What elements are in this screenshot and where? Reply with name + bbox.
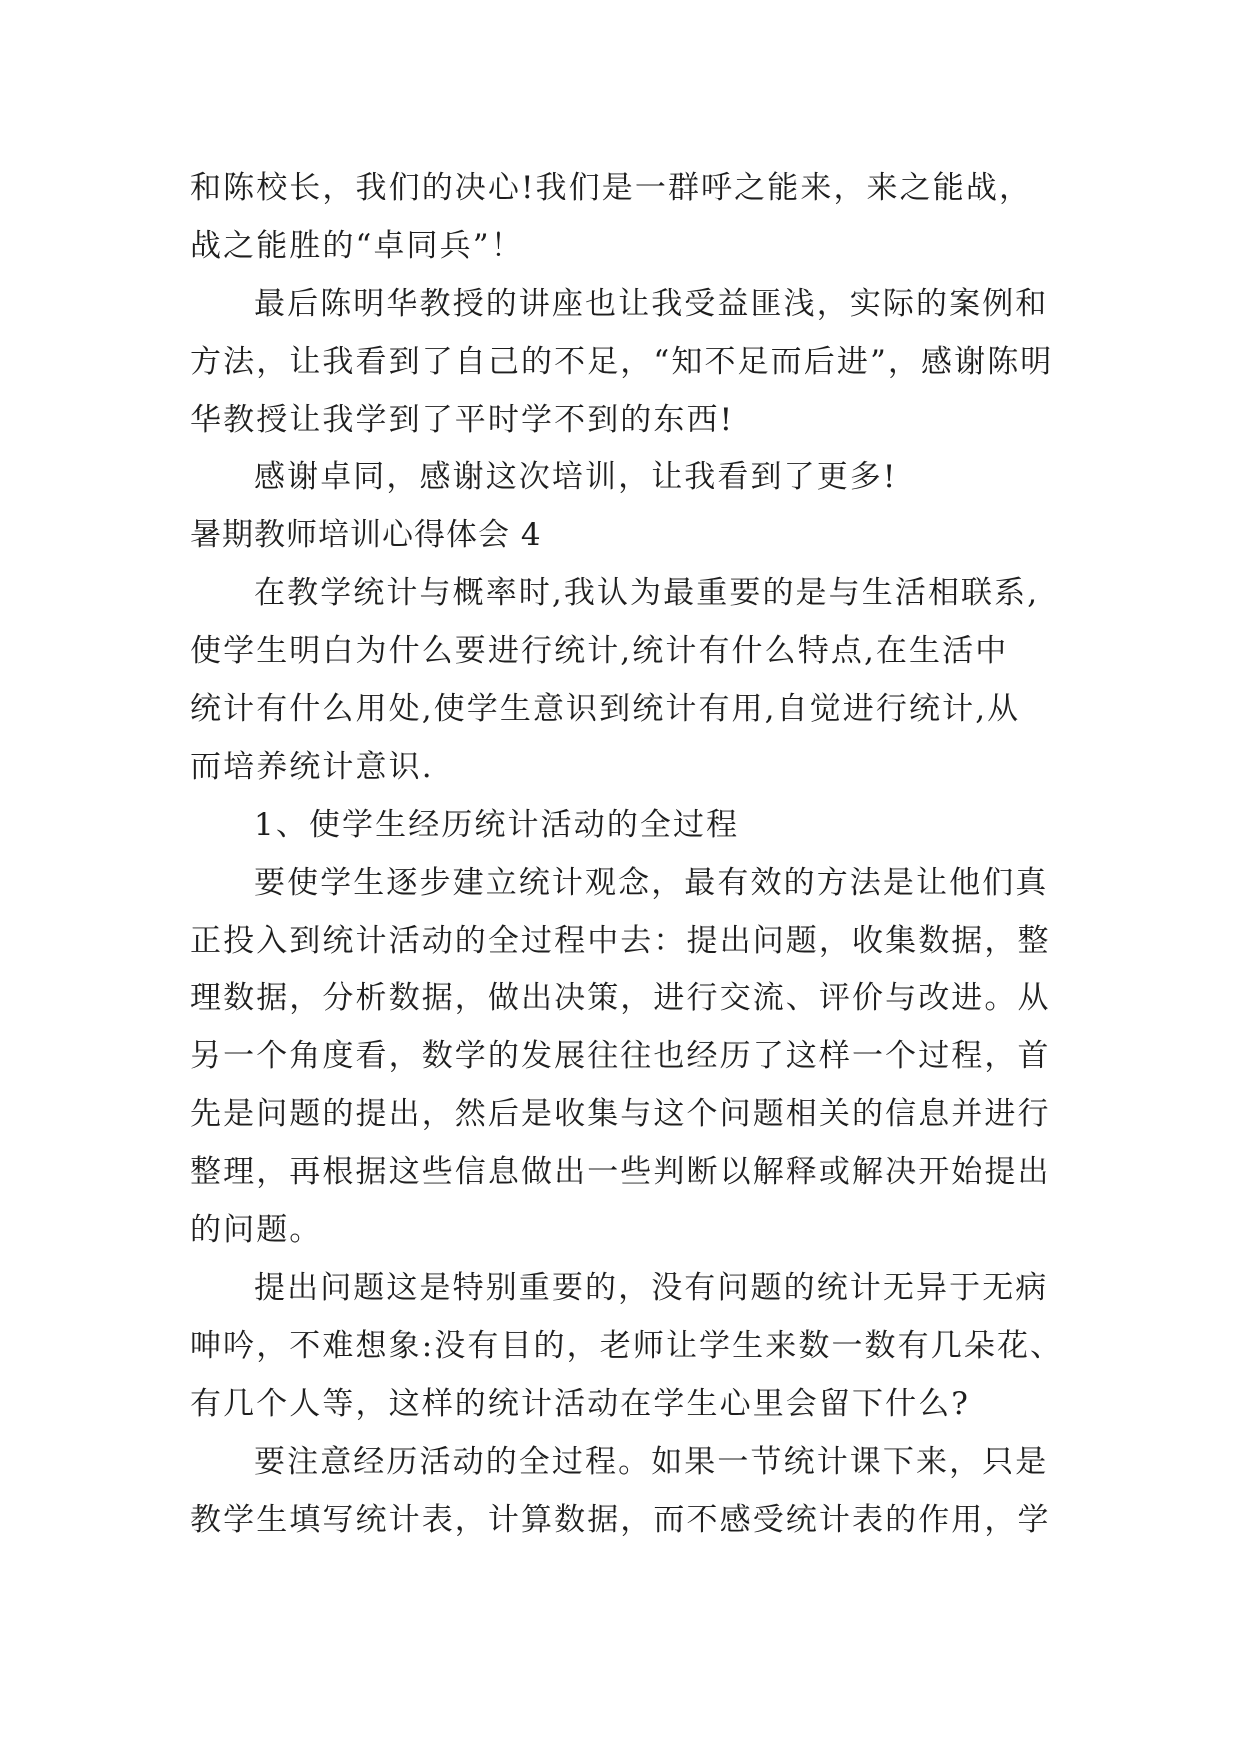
paragraph-first-line: 在教学统计与概率时,我认为最重要的是与生活相联系, bbox=[254, 575, 1040, 611]
text-line: 而培养统计意识. bbox=[190, 749, 434, 785]
text-line: 战之能胜的“卓同兵”！ bbox=[190, 228, 524, 264]
text-line: 整理，再根据这些信息做出一些判断以解释或解决开始提出 bbox=[190, 1154, 1051, 1190]
text-line: 呻吟，不难想象:没有目的，老师让学生来数一数有几朵花、 bbox=[190, 1328, 1064, 1364]
paragraph-first-line: 要使学生逐步建立统计观念，最有效的方法是让他们真 bbox=[254, 865, 1049, 901]
text-line: 和陈校长，我们的决心!我们是一群呼之能来，来之能战， bbox=[190, 170, 1033, 206]
text-line: 华教授让我学到了平时学不到的东西! bbox=[190, 402, 735, 438]
text-line: 使学生明白为什么要进行统计,统计有什么特点,在生活中 bbox=[190, 633, 1009, 669]
text-line: 统计有什么用处,使学生意识到统计有用,自觉进行统计,从 bbox=[190, 691, 1021, 727]
text-line: 正投入到统计活动的全过程中去：提出问题，收集数据，整 bbox=[190, 923, 1051, 959]
text-line: 另一个角度看，数学的发展往往也经历了这样一个过程，首 bbox=[190, 1038, 1051, 1074]
text-line: 先是问题的提出，然后是收集与这个问题相关的信息并进行 bbox=[190, 1096, 1051, 1132]
paragraph-first-line: 要注意经历活动的全过程。如果一节统计课下来，只是 bbox=[254, 1444, 1049, 1480]
paragraph-first-line: 最后陈明华教授的讲座也让我受益匪浅，实际的案例和 bbox=[254, 286, 1049, 322]
section-heading: 暑期教师培训心得体会 4 bbox=[190, 517, 542, 553]
numbered-subheading: 1、使学生经历统计活动的全过程 bbox=[254, 807, 740, 843]
paragraph-first-line: 感谢卓同，感谢这次培训，让我看到了更多! bbox=[254, 459, 898, 495]
text-line: 教学生填写统计表，计算数据，而不感受统计表的作用，学 bbox=[190, 1502, 1051, 1538]
text-line: 方法，让我看到了自己的不足，“知不足而后进”，感谢陈明 bbox=[190, 344, 1054, 380]
text-line: 理数据，分析数据，做出决策，进行交流、评价与改进。从 bbox=[190, 980, 1051, 1016]
text-line: 的问题。 bbox=[190, 1212, 323, 1248]
text-line: 有几个人等，这样的统计活动在学生心里会留下什么? bbox=[190, 1386, 971, 1422]
paragraph-first-line: 提出问题这是特别重要的，没有问题的统计无异于无病 bbox=[254, 1270, 1049, 1306]
